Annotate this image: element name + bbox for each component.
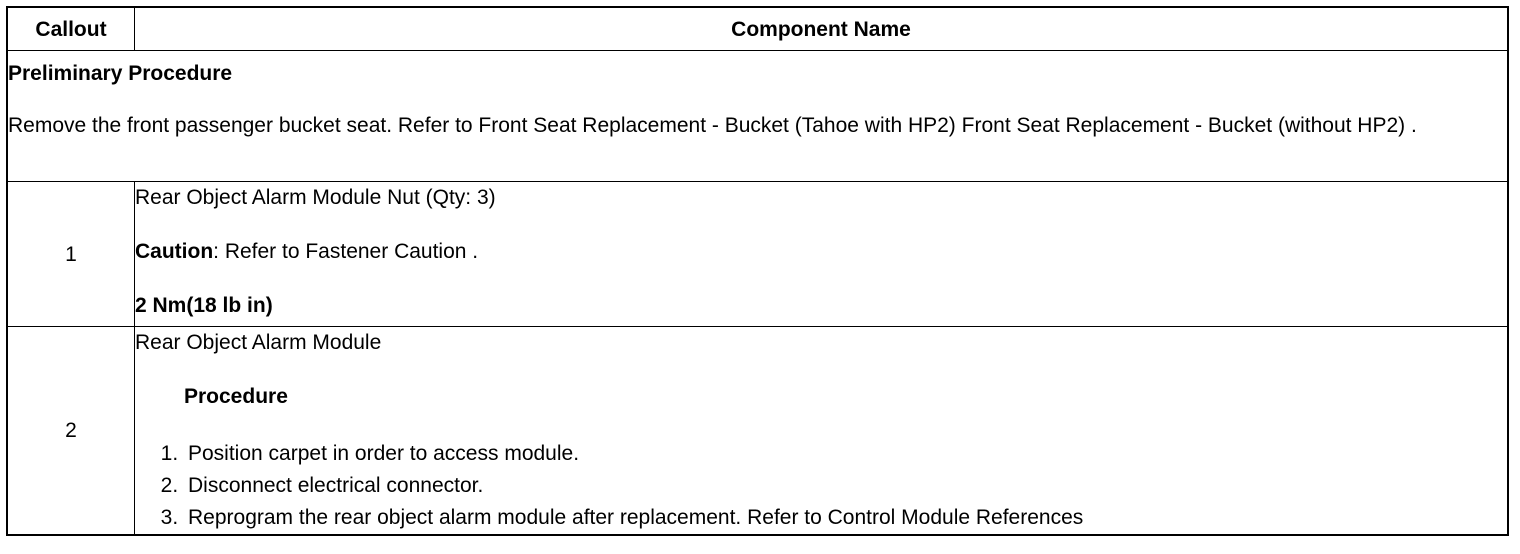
component-cell: [135, 327, 1509, 536]
callout-cell: 2: [7, 327, 135, 536]
caution-line: [135, 239, 1507, 264]
preliminary-text: Remove the front passenger bucket seat. Refer to Front Seat Replacement - Bucket (Tahoe with HP2) Front Seat Replacement - Bucket (without HP2) .: [8, 114, 1417, 137]
procedure-step: 3. Reprogram the rear object alarm module after replacement. Refer to Control Module References: [184, 502, 1507, 534]
header-row: [7, 7, 1508, 51]
preliminary-cell: [7, 51, 1508, 182]
header-component-name: Component Name: [135, 7, 1509, 51]
header-callout: Callout: [7, 7, 135, 51]
procedure-step: 2. Disconnect electrical connector.: [184, 470, 1507, 502]
caution-label: Caution: [135, 240, 214, 263]
table-row: [7, 327, 1508, 536]
preliminary-row: [7, 51, 1508, 182]
preliminary-title: Preliminary Procedure: [8, 62, 233, 85]
caution-text: : Refer to Fastener Caution .: [213, 240, 479, 263]
table-row: [7, 182, 1508, 327]
callout-cell: 1: [7, 182, 135, 327]
component-name: Rear Object Alarm Module: [135, 331, 382, 354]
procedure-step: 1. Position carpet in order to access module.: [184, 438, 1507, 470]
procedure-steps: [135, 438, 1507, 534]
component-table: [6, 6, 1509, 536]
procedure-heading: Procedure: [184, 385, 288, 408]
component-name: Rear Object Alarm Module Nut (Qty: 3): [135, 186, 496, 209]
torque-spec: 2 Nm(18 lb in): [135, 294, 273, 317]
component-cell: [135, 182, 1509, 327]
